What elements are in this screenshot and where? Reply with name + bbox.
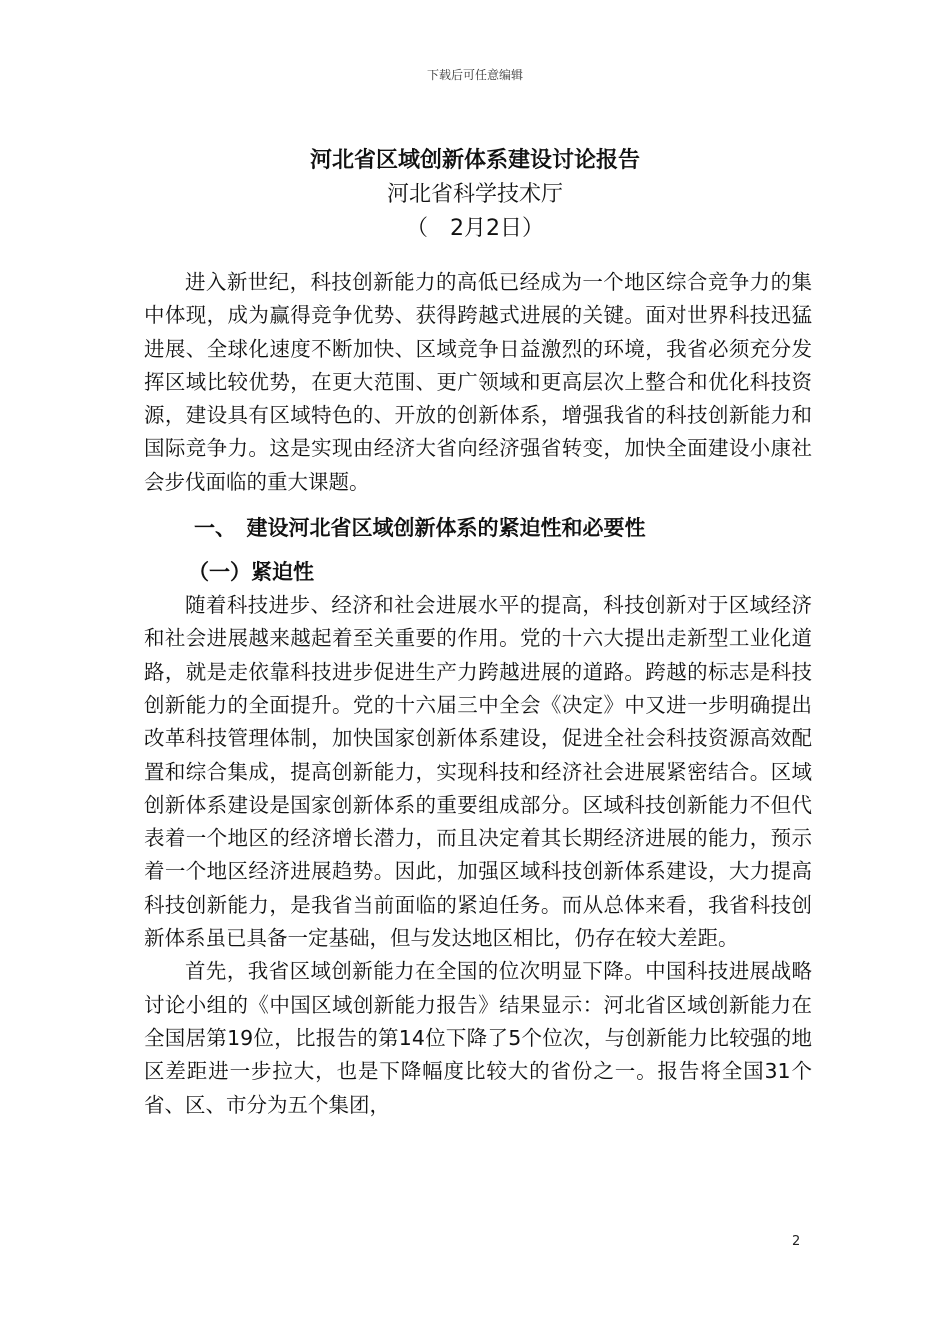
- document-date: （ 2月2日）: [406, 216, 544, 241]
- body-paragraph: 首先，我省区域创新能力在全国的位次明显下降。中国科技进展战略讨论小组的《中国区域创新能力报告》结果显示：河北省区域创新能力在全国居第19位，比报告的第14位下降了5个位次，与创新能力比较强的地区差距进一步拉大，也是下降幅度比较大的省份之一。报告将全国31个省、区、市分为五个集团，: [144, 959, 812, 1117]
- document-body: [144, 266, 812, 1122]
- header-note: 下载后可任意编辑: [426, 68, 523, 82]
- section-heading: 一、 建设河北省区域创新体系的紧迫性和必要性: [194, 516, 646, 541]
- document-title: 河北省区域创新体系建设讨论报告: [309, 148, 640, 173]
- subsection-heading: （一）紧迫性: [188, 560, 314, 585]
- page-number: 2: [792, 1234, 801, 1249]
- document-organization: 河北省科学技术厅: [386, 182, 563, 207]
- body-paragraph: 随着科技进步、经济和社会进展水平的提高，科技创新对于区域经济和社会进展越来越起着至关重要的作用。党的十六大提出走新型工业化道路，就是走依靠科技进步促进生产力跨越进展的道路。跨越的标志是科技创新能力的全面提升。党的十六届三中全会《决定》中又进一步明确提出改革科技管理体制，加快国家创新体系建设，促进全社会科技资源高效配置和综合集成，提高创新能力，实现科技和经济社会进展紧密结合。区域创新体系建设是国家创新体系的重要组成部分。区域科技创新能力不但代表着一个地区的经济增长潜力，而且决定着其长期经济进展的能力，预示着一个地区经济进展趋势。因此，加强区域科技创新体系建设，大力提高科技创新能力，是我省当前面临的紧迫任务。而从总体来看，我省科技创新体系虽已具备一定基础，但与发达地区相比，仍存在较大差距。: [144, 593, 812, 951]
- intro-paragraph: 进入新世纪，科技创新能力的高低已经成为一个地区综合竞争力的集中体现，成为赢得竞争优势、获得跨越式进展的关键。面对世界科技迅猛进展、全球化速度不断加快、区域竞争日益激烈的环境，我省必须充分发挥区域比较优势，在更大范围、更广领域和更高层次上整合和优化科技资源，建设具有区域特色的、开放的创新体系，增强我省的科技创新能力和国际竞争力。这是实现由经济大省向经济强省转变，加快全面建设小康社会步伐面临的重大课题。: [144, 270, 812, 494]
- title-block: [0, 144, 950, 246]
